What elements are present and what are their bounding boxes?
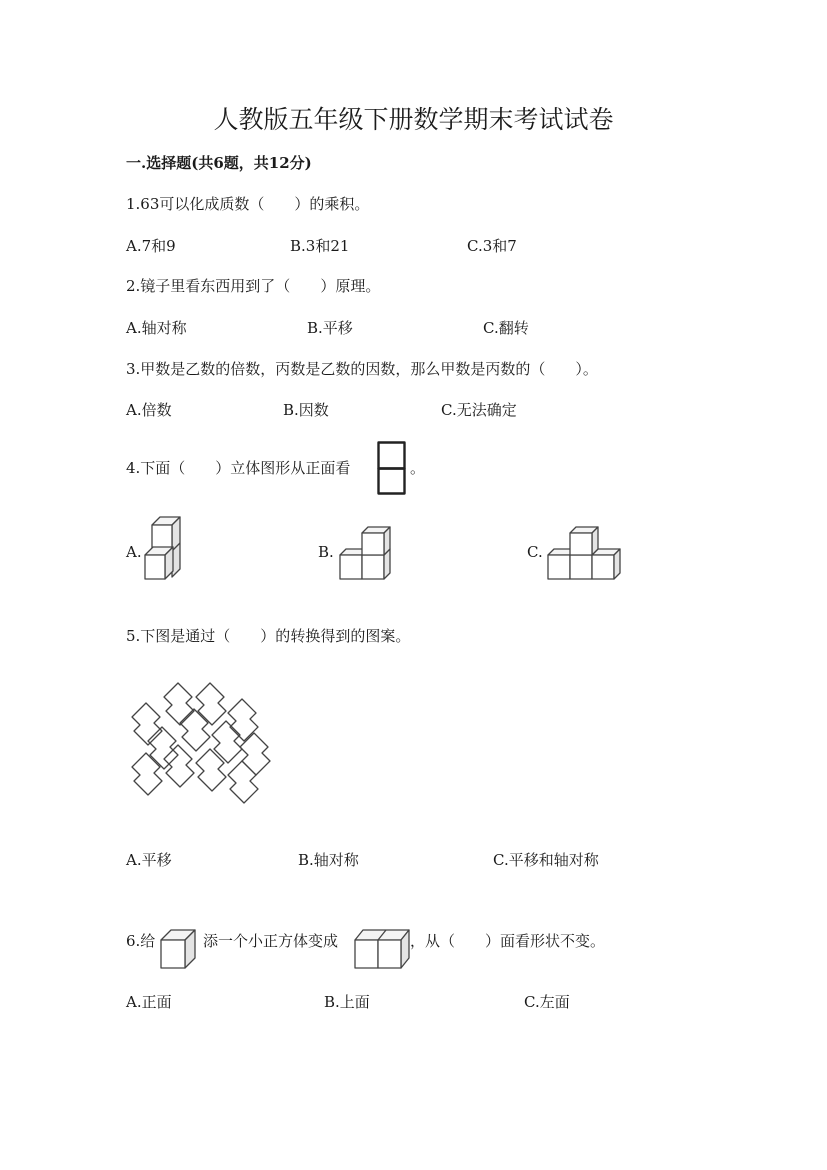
- question-3-stem: 3.甲数是乙数的倍数，丙数是乙数的因数，那么甲数是丙数的（ ）。: [126, 360, 598, 378]
- option-b-cube-stack-icon[interactable]: [336, 525, 396, 585]
- two-cubes-icon: [352, 925, 412, 969]
- question-2-option-c[interactable]: C.翻转: [483, 319, 529, 337]
- question-4-stem: 4.下面（ ）立体图形从正面看: [126, 459, 351, 477]
- question-6-option-c[interactable]: C.左面: [524, 993, 570, 1011]
- question-5-stem: 5.下图是通过（ ）的转换得到的图案。: [126, 627, 411, 645]
- question-4-stem-end: 。: [410, 459, 426, 477]
- section-heading: 一.选择题(共6题，共12分): [126, 154, 312, 172]
- question-4-option-b[interactable]: B.: [318, 543, 334, 561]
- question-1-option-b[interactable]: B.3和21: [290, 237, 350, 255]
- question-6-option-b[interactable]: B.上面: [324, 993, 370, 1011]
- question-3-option-c[interactable]: C.无法确定: [441, 401, 517, 419]
- question-2-option-a[interactable]: A.轴对称: [126, 319, 187, 337]
- question-3-option-b[interactable]: B.因数: [283, 401, 329, 419]
- two-stacked-squares-icon: [377, 441, 407, 496]
- question-6-stem-start: 6.给: [126, 932, 156, 950]
- question-5-option-c[interactable]: C.平移和轴对称: [493, 851, 599, 869]
- question-1-option-a[interactable]: A.7和9: [126, 237, 176, 255]
- question-1-stem: 1.63可以化成质数（ ）的乘积。: [126, 195, 370, 213]
- question-4-option-a[interactable]: A.: [126, 543, 142, 561]
- question-1-option-c[interactable]: C.3和7: [467, 237, 517, 255]
- question-2-option-b[interactable]: B.平移: [307, 319, 353, 337]
- question-6-option-a[interactable]: A.正面: [126, 993, 172, 1011]
- question-3-option-a[interactable]: A.倍数: [126, 401, 172, 419]
- option-a-cube-stack-icon[interactable]: [140, 515, 190, 585]
- question-5-option-a[interactable]: A.平移: [126, 851, 172, 869]
- interlocking-tile-pattern: [126, 683, 276, 803]
- page-title: 人教版五年级下册数学期末考试试卷: [213, 105, 614, 134]
- single-cube-icon: [158, 925, 202, 969]
- question-6-stem-middle: 添一个小正方体变成: [203, 932, 339, 950]
- option-c-cube-stack-icon[interactable]: [545, 525, 627, 585]
- question-6-stem-end: ，从（ ）面看形状不变。: [410, 932, 606, 950]
- question-4-option-c[interactable]: C.: [527, 543, 543, 561]
- question-2-stem: 2.镜子里看东西用到了（ ）原理。: [126, 277, 381, 295]
- question-5-option-b[interactable]: B.轴对称: [298, 851, 359, 869]
